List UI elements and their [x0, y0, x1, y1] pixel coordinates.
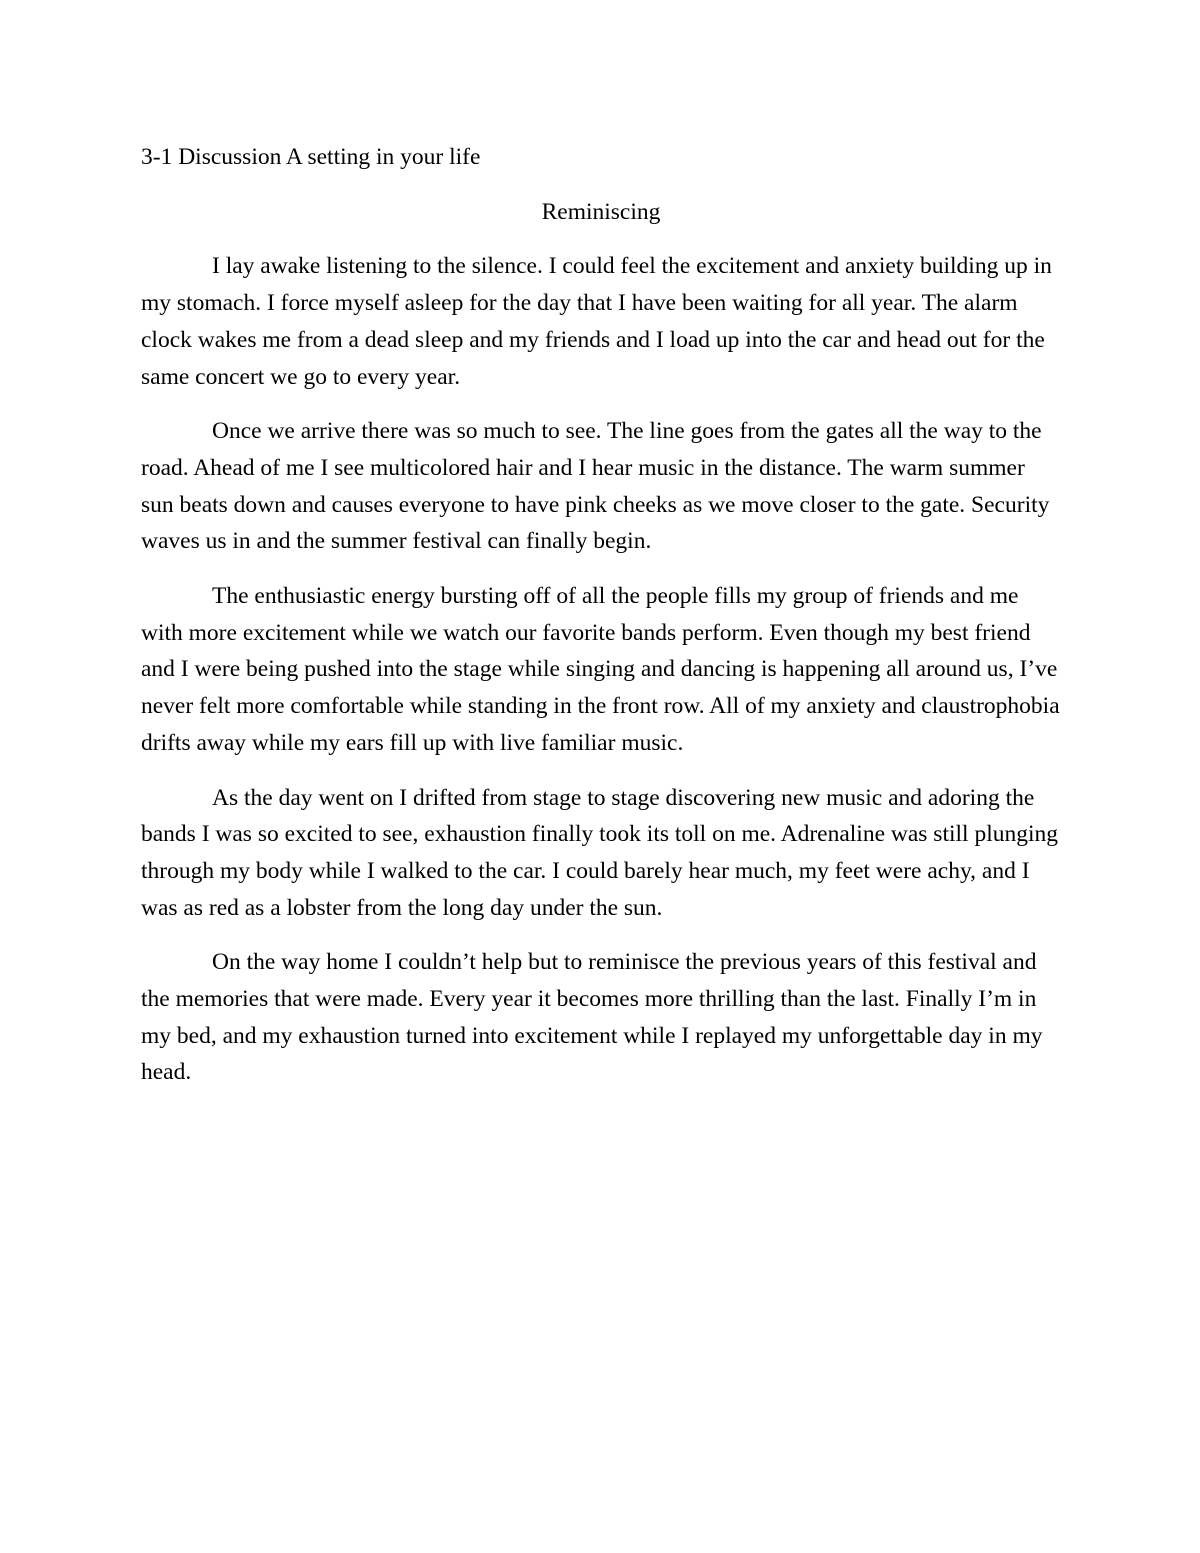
- paragraph-1: I lay awake listening to the silence. I could feel the excitement and anxiety building up in my stomach. I force myself asleep for the day that I have been waiting for all year. The alarm clock wakes me from a dead sleep and my friends and I load up into the car and head out for the same concert we go to every year.: [141, 253, 1052, 390]
- paragraph-5: On the way home I couldn’t help but to reminisce the previous years of this festival and the memories that were made. Every year it becomes more thrilling than the last. Finally I’m in my bed, and my exhaustion turned into excitement while I replayed my unforgettable day in my head.: [141, 949, 1043, 1086]
- paragraph-2: Once we arrive there was so much to see. The line goes from the gates all the way to the road. Ahead of me I see multicolored hair and I hear music in the distance. The warm summer sun beats down and causes everyone to have pink cheeks as we move closer to the gate. Security waves us in and the summer festival can finally begin.: [141, 418, 1050, 555]
- paragraph-3: The enthusiastic energy bursting off of all the people fills my group of friends and me with more excitement while we watch our favorite bands perform. Even though my best friend and I were being pushed into the stage while singing and dancing is happening all around us, I’ve never felt more comfortable while standing in the front row. All of my anxiety and claustrophobia drifts away while my ears fill up with live familiar music.: [141, 583, 1060, 756]
- document-body: [141, 139, 1061, 1109]
- document-title: Reminiscing: [541, 198, 661, 225]
- document-heading: 3-1 Discussion A setting in your life: [141, 144, 481, 170]
- paragraph-4: As the day went on I drifted from stage to stage discovering new music and adoring the bands I was so excited to see, exhaustion finally took its toll on me. Adrenaline was still plunging through my body while I walked to the car. I could barely hear much, my feet were achy, and I was as red as a lobster from the long day under the sun.: [141, 784, 1059, 921]
